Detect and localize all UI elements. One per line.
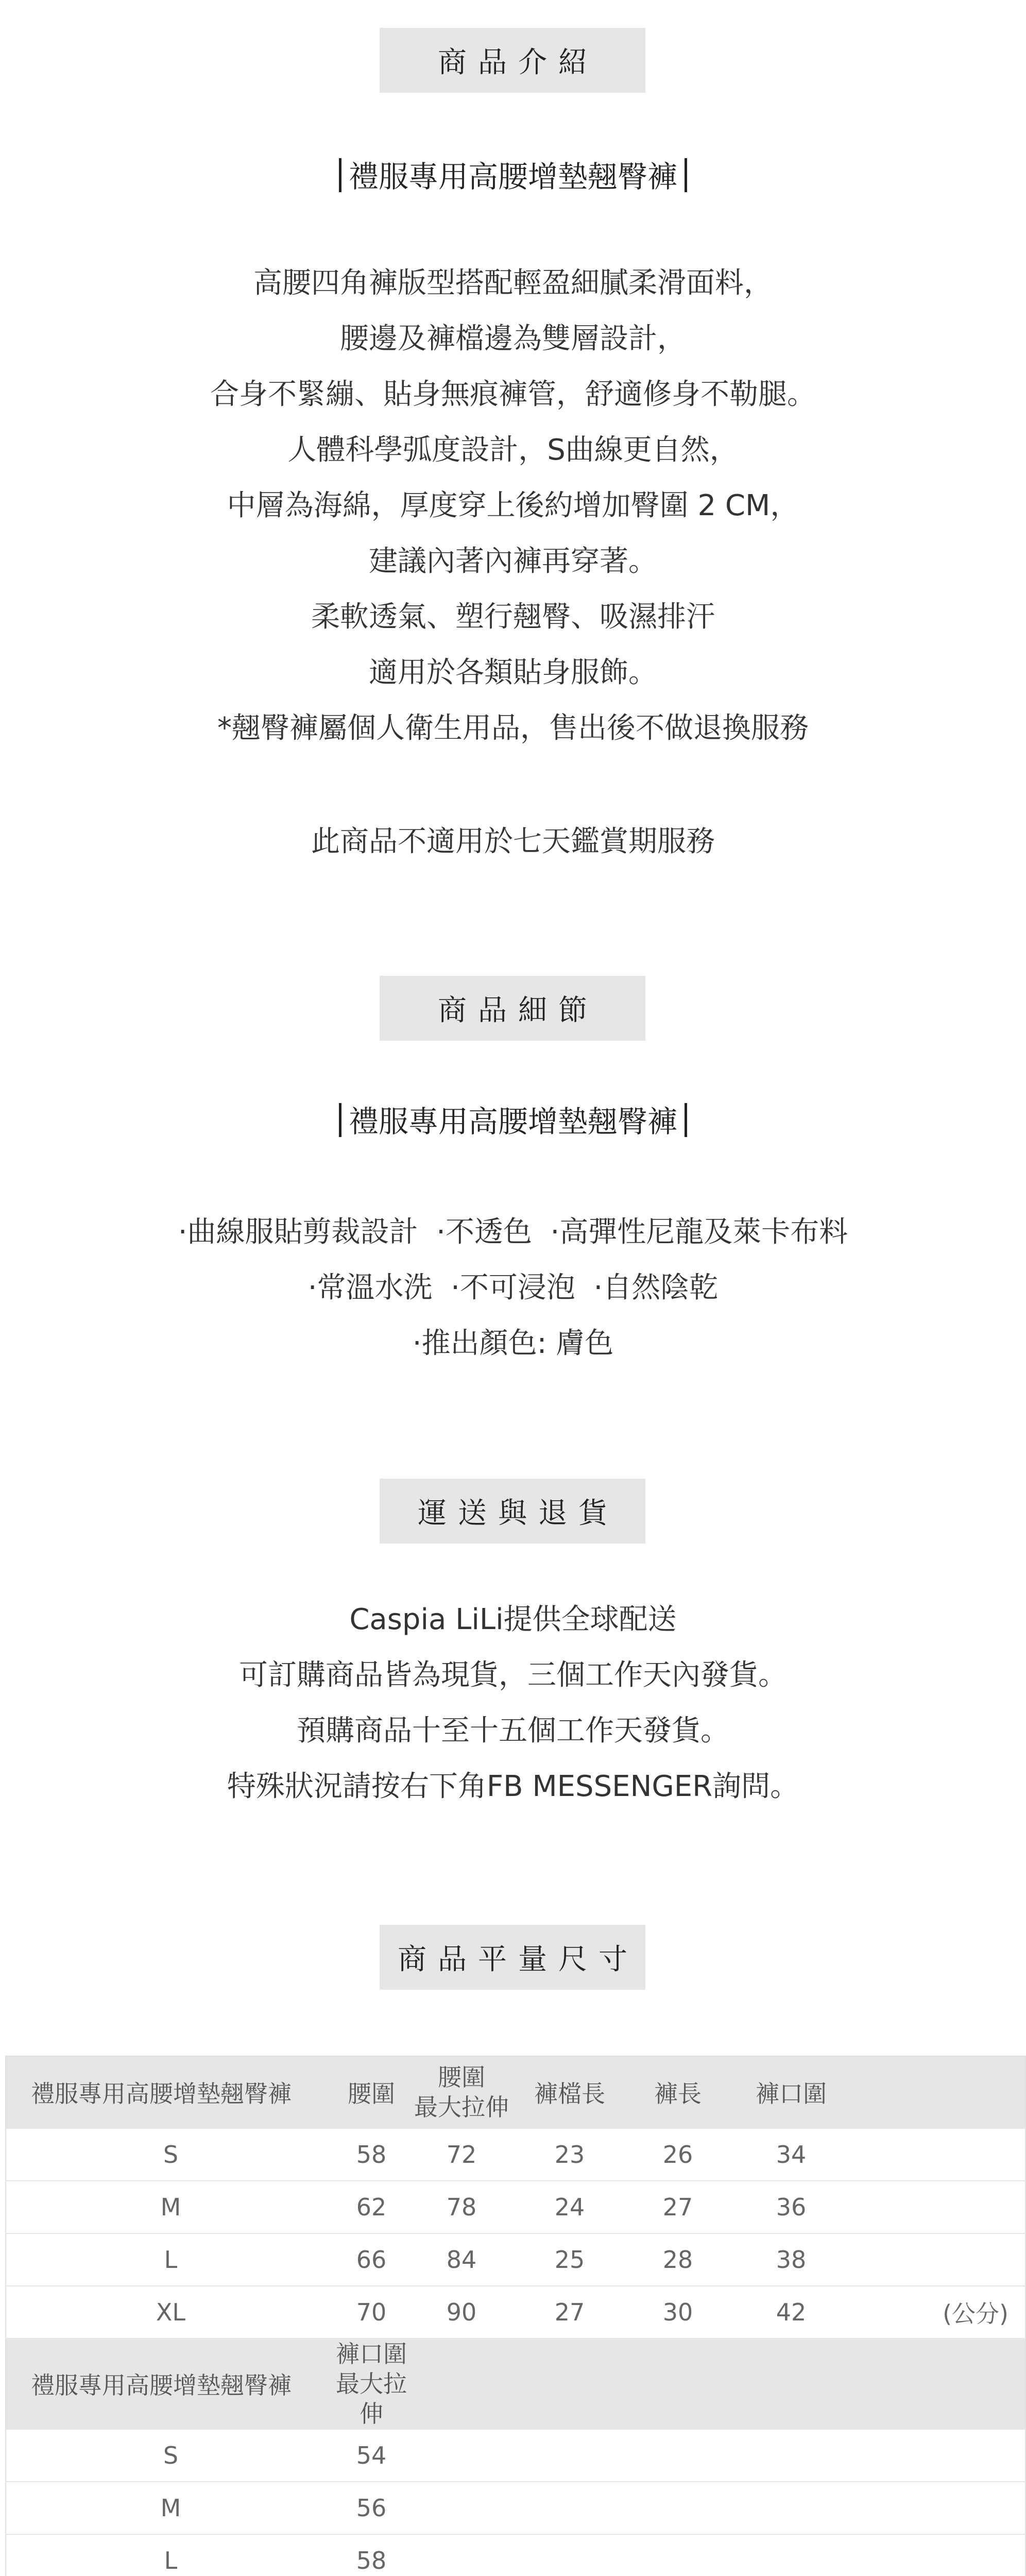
intro-line: 合身不緊繃、貼身無痕褲管，舒適修身不勒腿。 <box>210 378 816 411</box>
product-name-heading-2: 禮服專用高腰增墊翹臀褲 <box>0 1097 1026 1141</box>
value-cell: 23 <box>516 2128 624 2181</box>
header-product-name: 禮服專用高腰增墊翹臀褲 <box>6 2338 335 2429</box>
shipping-line: 預購商品十至十五個工作天發貨。 <box>297 1714 729 1748</box>
value-cell: 70 <box>335 2286 407 2338</box>
detail-line: ·推出顏色: 膚色 <box>412 1327 614 1360</box>
shipping-line: Caspia LiLi提供全球配送 <box>349 1603 677 1636</box>
product-details-text <box>0 1205 1026 1371</box>
value-cell: 84 <box>407 2233 516 2286</box>
value-cell: 28 <box>624 2233 732 2286</box>
shipping-line: 特殊狀況請按右下角FB MESSENGER詢問。 <box>227 1770 799 1803</box>
section-title-size-chart: 商品平量尺寸 <box>380 1925 645 1990</box>
unit-cell <box>850 2128 1025 2181</box>
header-leg-opening-max-stretch: 褲口圍 最大拉伸 <box>335 2338 407 2429</box>
value-cell: 24 <box>516 2181 624 2233</box>
value-cell: 58 <box>335 2128 407 2181</box>
value-cell: 25 <box>516 2233 624 2286</box>
intro-line: 柔軟透氣、塑行翹臀、吸濕排汗 <box>311 600 715 634</box>
intro-line: 適用於各類貼身服飾。 <box>369 656 657 689</box>
size-cell: M <box>6 2482 335 2534</box>
header-rise: 褲檔長 <box>516 2056 624 2128</box>
unit-cell <box>850 2429 1025 2482</box>
value-cell: 27 <box>624 2181 732 2233</box>
size-cell: XL <box>6 2286 335 2338</box>
value-cell: 38 <box>732 2233 850 2286</box>
shipping-text <box>0 1592 1026 1815</box>
intro-line: 建議內著內褲再穿著。 <box>369 545 657 578</box>
header-product-name: 禮服專用高腰增墊翹臀褲 <box>6 2056 335 2128</box>
value-cell: 34 <box>732 2128 850 2181</box>
value-cell: 90 <box>407 2286 516 2338</box>
size-cell: M <box>6 2181 335 2233</box>
value-cell: 72 <box>407 2128 516 2181</box>
intro-line: *翹臀褲屬個人衛生用品，售出後不做退換服務 <box>217 711 809 745</box>
header-leg-opening: 褲口圍 <box>732 2056 850 2128</box>
section-title-product-intro: 商品介紹 <box>380 28 645 93</box>
table-header-row-2 <box>6 2338 1025 2429</box>
value-cell: 58 <box>335 2534 407 2576</box>
detail-line: ·曲線服貼剪裁設計 ·不透色 ·高彈性尼龍及萊卡布料 <box>178 1215 848 1249</box>
product-name-heading: 禮服專用高腰增墊翹臀褲 <box>0 152 1026 196</box>
value-cell: 54 <box>335 2429 407 2482</box>
value-cell: 26 <box>624 2128 732 2181</box>
title-bar-right <box>685 1103 687 1137</box>
size-cell: L <box>6 2233 335 2286</box>
size-cell: S <box>6 2429 335 2482</box>
intro-line: 腰邊及褲檔邊為雙層設計， <box>340 322 686 355</box>
appreciation-period-note <box>0 814 1026 870</box>
intro-line: 高腰四角褲版型搭配輕盈細膩柔滑面料， <box>253 266 773 300</box>
value-cell: 66 <box>335 2233 407 2286</box>
title-bar-left <box>339 1103 341 1137</box>
table-row <box>6 2181 1025 2233</box>
value-cell: 30 <box>624 2286 732 2338</box>
intro-line: 人體科學弧度設計，S曲線更自然， <box>287 433 739 467</box>
section-title-product-details: 商品細節 <box>380 976 645 1041</box>
table-row <box>6 2233 1025 2286</box>
size-chart-table <box>5 2056 1026 2576</box>
table-row <box>6 2128 1025 2181</box>
table-header-row <box>6 2056 1025 2128</box>
detail-line: ·常溫水洗 ·不可浸泡 ·自然陰乾 <box>307 1271 719 1304</box>
title-bar-left <box>339 158 341 192</box>
title-bar-right <box>685 158 687 192</box>
value-cell: 78 <box>407 2181 516 2233</box>
header-empty <box>850 2056 1025 2128</box>
intro-line: 中層為海綿，厚度穿上後約增加臀圍 2 CM， <box>227 489 799 522</box>
value-cell: 36 <box>732 2181 850 2233</box>
value-cell: 56 <box>335 2482 407 2534</box>
header-length: 褲長 <box>624 2056 732 2128</box>
section-title-shipping-returns: 運送與退貨 <box>380 1479 645 1544</box>
header-waist-max-stretch: 腰圍 最大拉伸 <box>407 2056 516 2128</box>
size-cell: S <box>6 2128 335 2181</box>
unit-cell <box>850 2181 1025 2233</box>
unit-cell: (公分) <box>850 2286 1025 2338</box>
unit-cell <box>850 2482 1025 2534</box>
table-row <box>6 2286 1025 2338</box>
product-intro-text <box>0 256 1026 756</box>
size-cell: L <box>6 2534 335 2576</box>
unit-cell <box>850 2233 1025 2286</box>
value-cell: 62 <box>335 2181 407 2233</box>
note-line: 此商品不適用於七天鑑賞期服務 <box>311 825 715 858</box>
unit-cell <box>850 2534 1025 2576</box>
value-cell: 27 <box>516 2286 624 2338</box>
value-cell: 42 <box>732 2286 850 2338</box>
table-row <box>6 2429 1025 2482</box>
table-row <box>6 2534 1025 2576</box>
table-row <box>6 2482 1025 2534</box>
shipping-line: 可訂購商品皆為現貨，三個工作天內發貨。 <box>239 1658 787 1692</box>
header-waist: 腰圍 <box>335 2056 407 2128</box>
